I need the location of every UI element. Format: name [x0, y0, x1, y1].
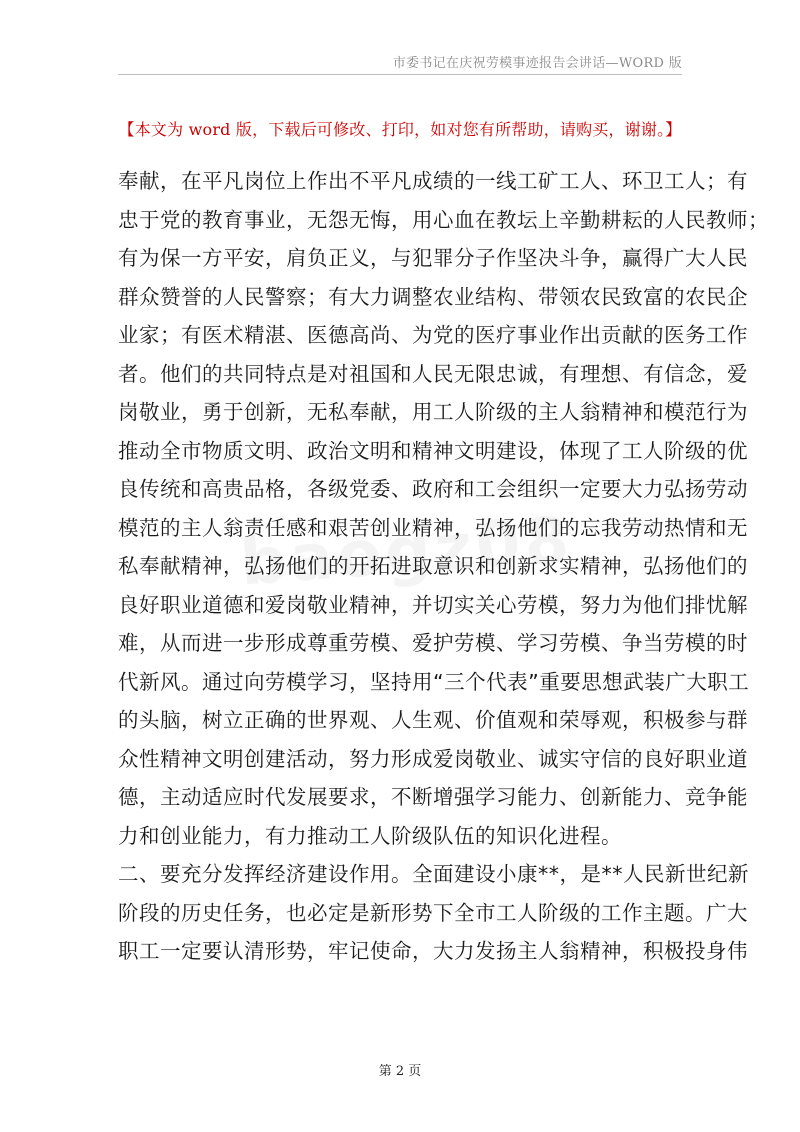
- body-line: 奉献，在平凡岗位上作出不平凡成绩的一线工矿工人、环卫工人；有: [118, 169, 748, 193]
- body-line: 阶段的历史任务，也必定是新形势下全市工人阶级的工作主题。广大: [118, 900, 748, 925]
- body-line: 模范的主人翁责任感和艰苦创业精神，弘扬他们的忘我劳动热情和无: [118, 515, 748, 540]
- body-line: 良好职业道德和爱岗敬业精神，并切实关心劳模，努力为他们排忧解: [118, 592, 748, 617]
- body-line: 德，主动适应时代发展要求，不断增强学习能力、创新能力、竞争能: [118, 785, 748, 809]
- purchase-notice: 【本文为 word 版，下载后可修改、打印，如对您有所帮助，请购买，谢谢。】: [118, 120, 682, 139]
- body-line: 众性精神文明创建活动，努力形成爱岗敬业、诚实守信的良好职业道: [118, 746, 748, 771]
- body-line: 二、要充分发挥经济建设作用。全面建设小康**，是**人民新世纪新: [118, 862, 749, 886]
- body-line: 岗敬业，勇于创新，无私奉献，用工人阶级的主人翁精神和模范行为: [118, 400, 748, 424]
- header-title: 市委书记在庆祝劳模事迹报告会讲话—WORD 版: [392, 56, 682, 71]
- body-line: 者。他们的共同特点是对祖国和人民无限忠诚，有理想、有信念，爱: [118, 361, 748, 386]
- body-line: 推动全市物质文明、政治文明和精神文明建设，体现了工人阶级的优: [118, 438, 748, 463]
- body-line: 难，从而进一步形成尊重劳模、爱护劳模、学习劳模、争当劳模的时: [118, 631, 748, 655]
- body-text: [118, 162, 769, 971]
- body-line: 忠于党的教育事业，无怨无悔，用心血在教坛上辛勤耕耘的人民教师；: [118, 207, 769, 232]
- body-line: 业家；有医术精湛、医德高尚、为党的医疗事业作出贡献的医务工作: [118, 323, 748, 347]
- body-line: 有为保一方平安，肩负正义，与犯罪分子作坚决斗争，赢得广大人民: [118, 246, 748, 270]
- body-line: 私奉献精神，弘扬他们的开拓进取意识和创新求实精神，弘扬他们的: [118, 554, 748, 578]
- body-line: 职工一定要认清形势，牢记使命，大力发扬主人翁精神，积极投身伟: [118, 939, 748, 963]
- body-line: 良传统和高贵品格，各级党委、政府和工会组织一定要大力弘扬劳动: [118, 477, 748, 501]
- body-line: 代新风。通过向劳模学习，坚持用“三个代表”重要思想武装广大职工: [118, 669, 750, 694]
- body-line: 群众赞誉的人民警察；有大力调整农业结构、带领农民致富的农民企: [118, 284, 748, 309]
- body-line: 的头脑，树立正确的世界观、人生观、价值观和荣辱观，积极参与群: [118, 708, 748, 732]
- header-divider: [118, 74, 682, 75]
- page-number: 第 2 页: [378, 1064, 422, 1079]
- body-line: 力和创业能力，有力推动工人阶级队伍的知识化进程。: [118, 823, 622, 848]
